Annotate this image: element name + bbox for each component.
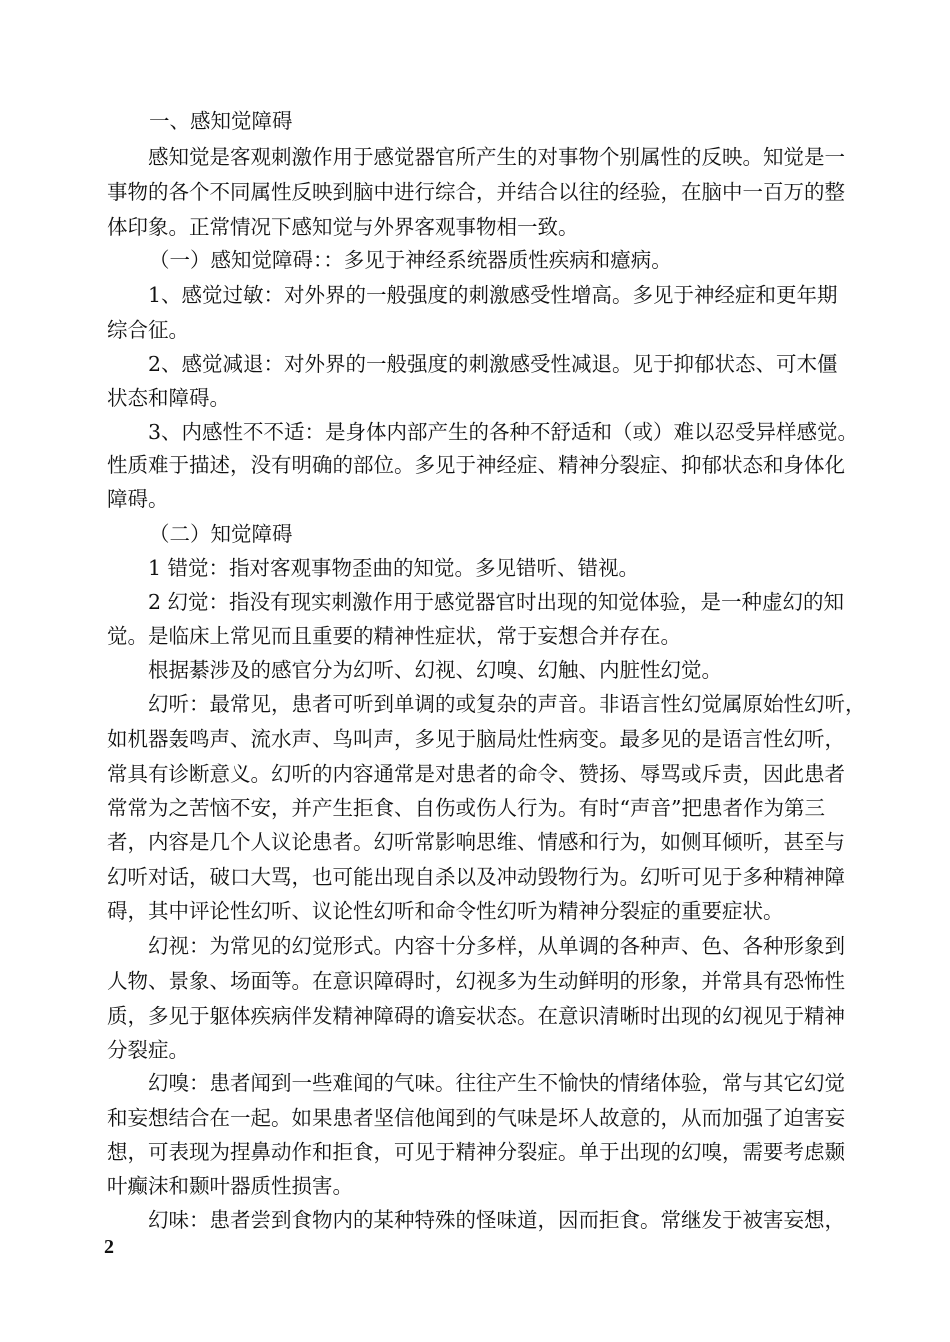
- paragraph-line: 人物、景象、场面等。在意识障碍时，幻视多为生动鲜明的形象，并常具有恐怖性: [107, 969, 845, 993]
- paragraph-line: 幻听：最常见，患者可听到单调的或复杂的声音。非语言性幻觉属原始性幻听，: [148, 692, 866, 716]
- paragraph-line: 性质难于描述，没有明确的部位。多见于神经症、精神分裂症、抑郁状态和身体化: [107, 453, 845, 477]
- paragraph-line: 常常为之苦恼不安，并产生拒食、自伤或伤人行为。有时“声音”把患者作为第三: [107, 796, 825, 820]
- subsection-heading: （一）感知觉障碍：：多见于神经系统器质性疾病和癔病。: [149, 248, 672, 272]
- page-number: 2: [104, 1236, 114, 1258]
- paragraph-line: 碍，其中评论性幻听、议论性幻听和命令性幻听为精神分裂症的重要症状。: [107, 899, 784, 923]
- section-heading: 一、感知觉障碍: [149, 109, 293, 133]
- paragraph-line: 1 错觉：指对客观事物歪曲的知觉。多见错听、错视。: [148, 556, 640, 580]
- paragraph-line: 幻听对话，破口大骂，也可能出现自杀以及冲动毁物行为。幻听可见于多种精神障: [107, 865, 845, 889]
- paragraph-line: 根据綦涉及的感官分为幻听、幻视、幻嗅、幻触、内脏性幻觉。: [148, 658, 722, 682]
- paragraph-line: 事物的各个不同属性反映到脑中进行综合，并结合以往的经验，在脑中一百万的整: [107, 180, 845, 204]
- paragraph-line: 常具有诊断意义。幻听的内容通常是对患者的命令、赞扬、辱骂或斥责，因此患者: [107, 762, 845, 786]
- paragraph-line: 分裂症。: [107, 1038, 189, 1062]
- paragraph-line: 叶癫沫和颞叶器质性损害。: [107, 1174, 353, 1198]
- paragraph-line: 和妄想结合在一起。如果患者坚信他闻到的气味是坏人故意的，从而加强了迫害妄: [107, 1106, 845, 1130]
- paragraph-line: 1、感觉过敏：对外界的一般强度的刺激感受性增高。多见于神经症和更年期: [148, 283, 838, 307]
- paragraph-line: 综合征。: [107, 318, 189, 342]
- paragraph-line: 感知觉是客观刺激作用于感觉器官所产生的对事物个别属性的反映。知觉是一: [148, 145, 845, 169]
- paragraph-line: 2、感觉减退：对外界的一般强度的刺激感受性减退。见于抑郁状态、可木僵: [148, 352, 838, 376]
- paragraph-line: 觉。是临床上常见而且重要的精神性症状，常于妄想合并存在。: [107, 624, 681, 648]
- paragraph-line: 2 幻觉：指没有现实刺激作用于感觉器官时出现的知觉体验，是一种虚幻的知: [148, 590, 845, 614]
- subsection-heading: （二）知觉障碍: [149, 522, 293, 546]
- paragraph-line: 如机器轰鸣声、流水声、鸟叫声，多见于脑局灶性病变。最多见的是语言性幻听，: [107, 727, 845, 751]
- paragraph-line: 3、内感性不不适：是身体内部产生的各种不舒适和（或）难以忍受异样感觉。: [148, 420, 859, 444]
- paragraph-line: 质，多见于躯体疾病伴发精神障碍的谵妄状态。在意识清晰时出现的幻视见于精神: [107, 1004, 845, 1028]
- paragraph-line: 者，内容是几个人议论患者。幻听常影响思维、情感和行为，如侧耳倾听，甚至与: [107, 830, 845, 854]
- paragraph-line: 障碍。: [107, 487, 169, 511]
- paragraph-line: 幻视：为常见的幻觉形式。内容十分多样，从单调的各种声、色、各种形象到: [148, 934, 845, 958]
- paragraph-line: 体印象。正常情况下感知觉与外界客观事物相一致。: [107, 215, 579, 239]
- paragraph-line: 状态和障碍。: [107, 386, 230, 410]
- paragraph-line: 想，可表现为捏鼻动作和拒食，可见于精神分裂症。单于出现的幻嗅，需要考虑颞: [107, 1140, 845, 1164]
- paragraph-line: 幻味：患者尝到食物内的某种特殊的怪味道，因而拒食。常继发于被害妄想，: [148, 1208, 845, 1232]
- paragraph-line: 幻嗅：患者闻到一些难闻的气味。往往产生不愉快的情绪体验，常与其它幻觉: [148, 1071, 845, 1095]
